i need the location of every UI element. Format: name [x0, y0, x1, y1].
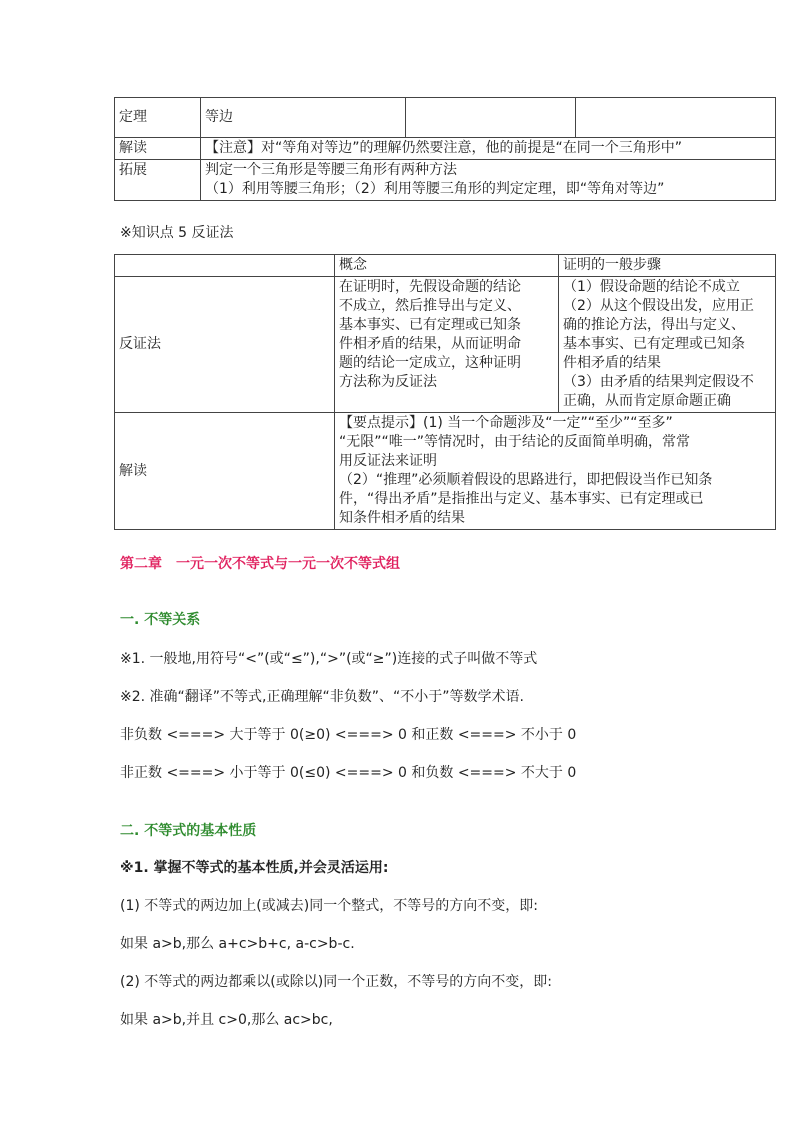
paragraph: 非负数 <===> 大于等于 0(≥0) <===> 0 和正数 <===> 不小于 0	[120, 727, 577, 743]
step-line: 基本事实、已有定理或已知条	[563, 336, 745, 352]
paragraph: 如果 a>b,并且 c>0,那么 ac>bc,	[120, 1012, 333, 1028]
step-line: 件相矛盾的结果	[563, 355, 661, 371]
paragraph: ※2. 准确“翻译”不等式,正确理解“非负数”、“不小于”等数学术语.	[120, 689, 524, 705]
concept-line: 方法称为反证法	[339, 374, 437, 390]
paragraph: 非正数 <===> 小于等于 0(≤0) <===> 0 和负数 <===> 不大于 0	[120, 765, 577, 781]
paragraph: ※1. 掌握不等式的基本性质,并会灵活运用:	[120, 860, 389, 876]
paragraph: 如果 a>b,那么 a+c>b+c, a-c>b-c.	[120, 936, 355, 952]
cell-extension-text	[201, 160, 776, 201]
section-title: 一. 不等关系	[120, 612, 201, 628]
cell-extension-label: 拓展	[115, 160, 201, 201]
chapter-title: 第二章 一元一次不等式与一元一次不等式组	[120, 556, 400, 572]
row-label-method: 反证法	[115, 277, 335, 413]
cell-empty	[576, 98, 776, 138]
knowledge-point-title: ※知识点 5 反证法	[120, 225, 234, 241]
step-line: （1）假设命题的结论不成立	[563, 279, 740, 295]
concept-line: 题的结论一定成立，这种证明	[339, 355, 521, 371]
concept-line: 基本事实、已有定理或已知条	[339, 317, 521, 333]
step-line: 确的推论方法，得出与定义、	[563, 317, 745, 333]
paragraph: ※1. 一般地,用符号“<”(或“≤”),“>”(或“≥”)连接的式子叫做不等式	[120, 651, 538, 667]
concept-line: 不成立，然后推导出与定义、	[339, 298, 521, 314]
key-point-line: 【要点提示】(1) 当一个命题涉及“一定”“至少”“至多”	[339, 415, 673, 431]
proof-by-contradiction-table	[114, 254, 776, 530]
cell-steps	[559, 277, 776, 413]
key-point-line: 知条件相矛盾的结果	[339, 510, 465, 526]
key-point-line: 件，“得出矛盾”是指推出与定义、基本事实、已有定理或已	[339, 491, 704, 507]
key-point-line: 用反证法来证明	[339, 453, 437, 469]
cell-interpretation-text: 【注意】对“等角对等边”的理解仍然要注意，他的前提是“在同一个三角形中”	[201, 138, 776, 160]
cell-key-points	[335, 413, 776, 530]
step-line: （2）从这个假设出发，应用正	[563, 298, 754, 314]
theorem-table	[114, 97, 776, 201]
cell-concept	[335, 277, 559, 413]
row-label-interpretation: 解读	[115, 413, 335, 530]
extension-line: （1）利用等腰三角形；（2）利用等腰三角形的判定定理，即“等角对等边”	[205, 181, 665, 197]
cell-theorem-label: 定理	[115, 98, 201, 138]
header-concept: 概念	[335, 255, 559, 277]
concept-line: 件相矛盾的结果，从而证明命	[339, 336, 521, 352]
header-steps: 证明的一般步骤	[559, 255, 776, 277]
cell-interpretation-label: 解读	[115, 138, 201, 160]
key-point-line: “无限”“唯一”等情况时，由于结论的反面简单明确，常常	[339, 434, 691, 450]
cell-empty	[406, 98, 576, 138]
step-line: （3）由矛盾的结果判定假设不	[563, 374, 754, 390]
cell-theorem-value: 等边	[201, 98, 406, 138]
extension-line: 判定一个三角形是等腰三角形有两种方法	[205, 162, 457, 178]
section-title: 二. 不等式的基本性质	[120, 823, 257, 839]
step-line: 正确，从而肯定原命题正确	[563, 393, 731, 409]
paragraph: (2) 不等式的两边都乘以(或除以)同一个正数，不等号的方向不变，即:	[120, 974, 552, 990]
concept-line: 在证明时，先假设命题的结论	[339, 279, 521, 295]
key-point-line: （2）“推理”必须顺着假设的思路进行，即把假设当作已知条	[339, 472, 713, 488]
paragraph: (1) 不等式的两边加上(或减去)同一个整式，不等号的方向不变，即:	[120, 898, 538, 914]
header-empty	[115, 255, 335, 277]
